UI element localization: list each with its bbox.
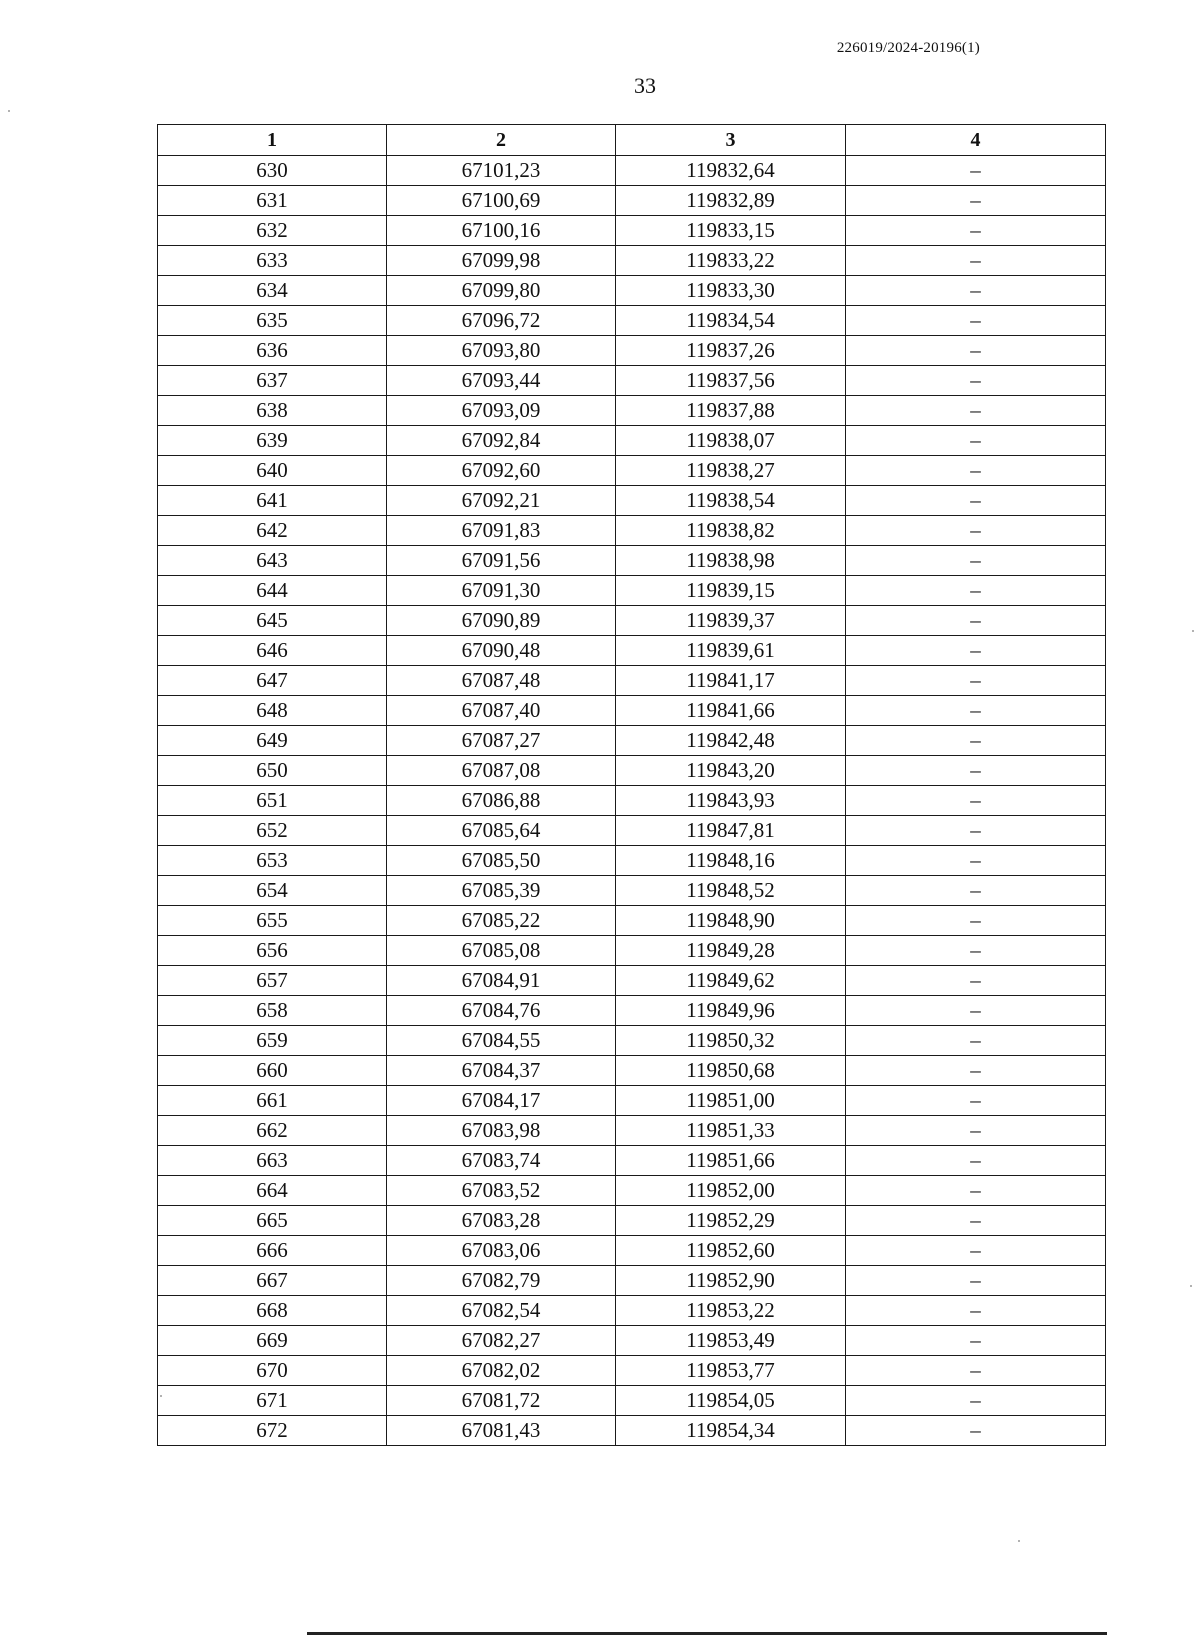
note-cell: – [846, 696, 1106, 726]
point-number-cell: 649 [158, 726, 387, 756]
point-number-cell: 639 [158, 426, 387, 456]
y-coordinate-cell: 119839,37 [616, 606, 846, 636]
note-cell: – [846, 1356, 1106, 1386]
point-number-cell: 659 [158, 1026, 387, 1056]
table-row [158, 906, 1106, 936]
y-coordinate-cell: 119853,49 [616, 1326, 846, 1356]
point-number-cell: 648 [158, 696, 387, 726]
note-cell: – [846, 576, 1106, 606]
x-coordinate-cell: 67083,28 [387, 1206, 616, 1236]
y-coordinate-cell: 119852,29 [616, 1206, 846, 1236]
x-coordinate-cell: 67083,98 [387, 1116, 616, 1146]
point-number-cell: 655 [158, 906, 387, 936]
table-row [158, 156, 1106, 186]
x-coordinate-cell: 67083,74 [387, 1146, 616, 1176]
table-row [158, 966, 1106, 996]
note-cell: – [846, 906, 1106, 936]
table-row [158, 366, 1106, 396]
y-coordinate-cell: 119843,93 [616, 786, 846, 816]
y-coordinate-cell: 119842,48 [616, 726, 846, 756]
table-row [158, 516, 1106, 546]
point-number-cell: 667 [158, 1266, 387, 1296]
header-row [158, 125, 1106, 156]
y-coordinate-cell: 119839,15 [616, 576, 846, 606]
y-coordinate-cell: 119847,81 [616, 816, 846, 846]
x-coordinate-cell: 67092,60 [387, 456, 616, 486]
x-coordinate-cell: 67083,52 [387, 1176, 616, 1206]
note-cell: – [846, 156, 1106, 186]
point-number-cell: 646 [158, 636, 387, 666]
x-coordinate-cell: 67091,83 [387, 516, 616, 546]
table-row [158, 816, 1106, 846]
x-coordinate-cell: 67091,30 [387, 576, 616, 606]
note-cell: – [846, 756, 1106, 786]
y-coordinate-cell: 119848,16 [616, 846, 846, 876]
y-coordinate-cell: 119852,00 [616, 1176, 846, 1206]
y-coordinate-cell: 119851,66 [616, 1146, 846, 1176]
x-coordinate-cell: 67083,06 [387, 1236, 616, 1266]
table-row [158, 876, 1106, 906]
note-cell: – [846, 726, 1106, 756]
x-coordinate-cell: 67096,72 [387, 306, 616, 336]
table-row [158, 186, 1106, 216]
x-coordinate-cell: 67085,22 [387, 906, 616, 936]
x-coordinate-cell: 67082,27 [387, 1326, 616, 1356]
table-row [158, 936, 1106, 966]
point-number-cell: 642 [158, 516, 387, 546]
x-coordinate-cell: 67099,80 [387, 276, 616, 306]
y-coordinate-cell: 119852,60 [616, 1236, 846, 1266]
point-number-cell: 661 [158, 1086, 387, 1116]
note-cell: – [846, 216, 1106, 246]
y-coordinate-cell: 119833,30 [616, 276, 846, 306]
table-row [158, 1026, 1106, 1056]
point-number-cell: 635 [158, 306, 387, 336]
note-cell: – [846, 1146, 1106, 1176]
note-cell: – [846, 516, 1106, 546]
note-cell: – [846, 996, 1106, 1026]
note-cell: – [846, 1086, 1106, 1116]
point-number-cell: 662 [158, 1116, 387, 1146]
table-row [158, 1176, 1106, 1206]
y-coordinate-cell: 119849,28 [616, 936, 846, 966]
column-header-3: 3 [616, 125, 846, 156]
point-number-cell: 637 [158, 366, 387, 396]
note-cell: – [846, 816, 1106, 846]
table-header [158, 125, 1106, 156]
point-number-cell: 660 [158, 1056, 387, 1086]
note-cell: – [846, 606, 1106, 636]
point-number-cell: 654 [158, 876, 387, 906]
note-cell: – [846, 456, 1106, 486]
x-coordinate-cell: 67084,55 [387, 1026, 616, 1056]
table-body [158, 156, 1106, 1446]
note-cell: – [846, 336, 1106, 366]
x-coordinate-cell: 67085,08 [387, 936, 616, 966]
y-coordinate-cell: 119837,88 [616, 396, 846, 426]
point-number-cell: 664 [158, 1176, 387, 1206]
y-coordinate-cell: 119839,61 [616, 636, 846, 666]
table-row [158, 1206, 1106, 1236]
column-header-1: 1 [158, 125, 387, 156]
point-number-cell: 653 [158, 846, 387, 876]
y-coordinate-cell: 119841,66 [616, 696, 846, 726]
y-coordinate-cell: 119837,56 [616, 366, 846, 396]
point-number-cell: 672 [158, 1416, 387, 1446]
y-coordinate-cell: 119849,96 [616, 996, 846, 1026]
table-row [158, 1356, 1106, 1386]
y-coordinate-cell: 119854,34 [616, 1416, 846, 1446]
x-coordinate-cell: 67100,16 [387, 216, 616, 246]
scan-speck [1192, 630, 1194, 632]
table-row [158, 996, 1106, 1026]
point-number-cell: 631 [158, 186, 387, 216]
table-row [158, 426, 1106, 456]
point-number-cell: 671 [158, 1386, 387, 1416]
x-coordinate-cell: 67085,50 [387, 846, 616, 876]
y-coordinate-cell: 119851,00 [616, 1086, 846, 1116]
table-row [158, 1146, 1106, 1176]
note-cell: – [846, 426, 1106, 456]
table-row [158, 1296, 1106, 1326]
point-number-cell: 638 [158, 396, 387, 426]
note-cell: – [846, 1296, 1106, 1326]
y-coordinate-cell: 119838,54 [616, 486, 846, 516]
note-cell: – [846, 1416, 1106, 1446]
table-row [158, 1416, 1106, 1446]
table-row [158, 1086, 1106, 1116]
note-cell: – [846, 786, 1106, 816]
y-coordinate-cell: 119832,89 [616, 186, 846, 216]
point-number-cell: 644 [158, 576, 387, 606]
note-cell: – [846, 666, 1106, 696]
point-number-cell: 632 [158, 216, 387, 246]
scan-speck [8, 110, 10, 112]
table-row [158, 216, 1106, 246]
x-coordinate-cell: 67099,98 [387, 246, 616, 276]
point-number-cell: 640 [158, 456, 387, 486]
point-number-cell: 666 [158, 1236, 387, 1266]
y-coordinate-cell: 119838,27 [616, 456, 846, 486]
point-number-cell: 668 [158, 1296, 387, 1326]
note-cell: – [846, 1026, 1106, 1056]
note-cell: – [846, 1206, 1106, 1236]
note-cell: – [846, 366, 1106, 396]
point-number-cell: 647 [158, 666, 387, 696]
y-coordinate-cell: 119850,68 [616, 1056, 846, 1086]
note-cell: – [846, 966, 1106, 996]
point-number-cell: 651 [158, 786, 387, 816]
table-row [158, 846, 1106, 876]
column-header-2: 2 [387, 125, 616, 156]
y-coordinate-cell: 119850,32 [616, 1026, 846, 1056]
x-coordinate-cell: 67087,27 [387, 726, 616, 756]
x-coordinate-cell: 67081,43 [387, 1416, 616, 1446]
x-coordinate-cell: 67085,64 [387, 816, 616, 846]
point-number-cell: 658 [158, 996, 387, 1026]
scan-speck [160, 1395, 162, 1397]
point-number-cell: 669 [158, 1326, 387, 1356]
point-number-cell: 630 [158, 156, 387, 186]
note-cell: – [846, 1236, 1106, 1266]
x-coordinate-cell: 67092,21 [387, 486, 616, 516]
x-coordinate-cell: 67093,09 [387, 396, 616, 426]
note-cell: – [846, 246, 1106, 276]
x-coordinate-cell: 67090,89 [387, 606, 616, 636]
note-cell: – [846, 186, 1106, 216]
x-coordinate-cell: 67084,76 [387, 996, 616, 1026]
column-header-4: 4 [846, 125, 1106, 156]
y-coordinate-cell: 119854,05 [616, 1386, 846, 1416]
table-row [158, 606, 1106, 636]
note-cell: – [846, 1326, 1106, 1356]
y-coordinate-cell: 119853,77 [616, 1356, 846, 1386]
note-cell: – [846, 1056, 1106, 1086]
y-coordinate-cell: 119837,26 [616, 336, 846, 366]
y-coordinate-cell: 119848,52 [616, 876, 846, 906]
point-number-cell: 650 [158, 756, 387, 786]
table-row [158, 336, 1106, 366]
y-coordinate-cell: 119843,20 [616, 756, 846, 786]
x-coordinate-cell: 67100,69 [387, 186, 616, 216]
x-coordinate-cell: 67087,08 [387, 756, 616, 786]
y-coordinate-cell: 119849,62 [616, 966, 846, 996]
table-row [158, 726, 1106, 756]
note-cell: – [846, 936, 1106, 966]
x-coordinate-cell: 67093,80 [387, 336, 616, 366]
x-coordinate-cell: 67082,79 [387, 1266, 616, 1296]
table-row [158, 756, 1106, 786]
note-cell: – [846, 876, 1106, 906]
x-coordinate-cell: 67091,56 [387, 546, 616, 576]
point-number-cell: 665 [158, 1206, 387, 1236]
note-cell: – [846, 276, 1106, 306]
y-coordinate-cell: 119852,90 [616, 1266, 846, 1296]
point-number-cell: 652 [158, 816, 387, 846]
note-cell: – [846, 636, 1106, 666]
x-coordinate-cell: 67084,37 [387, 1056, 616, 1086]
y-coordinate-cell: 119834,54 [616, 306, 846, 336]
note-cell: – [846, 1266, 1106, 1296]
point-number-cell: 670 [158, 1356, 387, 1386]
scan-speck [1018, 1540, 1020, 1542]
note-cell: – [846, 1386, 1106, 1416]
y-coordinate-cell: 119838,82 [616, 516, 846, 546]
x-coordinate-cell: 67087,40 [387, 696, 616, 726]
x-coordinate-cell: 67085,39 [387, 876, 616, 906]
table-row [158, 546, 1106, 576]
y-coordinate-cell: 119841,17 [616, 666, 846, 696]
point-number-cell: 634 [158, 276, 387, 306]
scan-speck [1190, 1285, 1192, 1287]
note-cell: – [846, 306, 1106, 336]
point-number-cell: 645 [158, 606, 387, 636]
note-cell: – [846, 1116, 1106, 1146]
y-coordinate-cell: 119838,07 [616, 426, 846, 456]
coordinates-table [157, 124, 1106, 1446]
table-row [158, 1266, 1106, 1296]
x-coordinate-cell: 67084,17 [387, 1086, 616, 1116]
table-row [158, 576, 1106, 606]
y-coordinate-cell: 119851,33 [616, 1116, 846, 1146]
table-row [158, 396, 1106, 426]
table-row [158, 456, 1106, 486]
point-number-cell: 633 [158, 246, 387, 276]
table-row [158, 786, 1106, 816]
point-number-cell: 656 [158, 936, 387, 966]
note-cell: – [846, 846, 1106, 876]
table-row [158, 246, 1106, 276]
table-row [158, 696, 1106, 726]
y-coordinate-cell: 119832,64 [616, 156, 846, 186]
x-coordinate-cell: 67092,84 [387, 426, 616, 456]
y-coordinate-cell: 119833,22 [616, 246, 846, 276]
table-row [158, 276, 1106, 306]
y-coordinate-cell: 119833,15 [616, 216, 846, 246]
point-number-cell: 663 [158, 1146, 387, 1176]
table-row [158, 306, 1106, 336]
table-row [158, 1386, 1106, 1416]
y-coordinate-cell: 119848,90 [616, 906, 846, 936]
x-coordinate-cell: 67086,88 [387, 786, 616, 816]
note-cell: – [846, 1176, 1106, 1206]
table-row [158, 1236, 1106, 1266]
note-cell: – [846, 546, 1106, 576]
table-row [158, 1326, 1106, 1356]
point-number-cell: 643 [158, 546, 387, 576]
point-number-cell: 641 [158, 486, 387, 516]
table-row [158, 1116, 1106, 1146]
point-number-cell: 657 [158, 966, 387, 996]
document-id: 226019/2024-20196(1) [836, 40, 980, 56]
table-row [158, 636, 1106, 666]
x-coordinate-cell: 67093,44 [387, 366, 616, 396]
table-row [158, 666, 1106, 696]
table-row [158, 1056, 1106, 1086]
x-coordinate-cell: 67082,54 [387, 1296, 616, 1326]
x-coordinate-cell: 67082,02 [387, 1356, 616, 1386]
y-coordinate-cell: 119853,22 [616, 1296, 846, 1326]
x-coordinate-cell: 67081,72 [387, 1386, 616, 1416]
x-coordinate-cell: 67101,23 [387, 156, 616, 186]
note-cell: – [846, 396, 1106, 426]
page-number: 33 [634, 73, 656, 98]
x-coordinate-cell: 67087,48 [387, 666, 616, 696]
x-coordinate-cell: 67084,91 [387, 966, 616, 996]
point-number-cell: 636 [158, 336, 387, 366]
note-cell: – [846, 486, 1106, 516]
y-coordinate-cell: 119838,98 [616, 546, 846, 576]
table-row [158, 486, 1106, 516]
x-coordinate-cell: 67090,48 [387, 636, 616, 666]
